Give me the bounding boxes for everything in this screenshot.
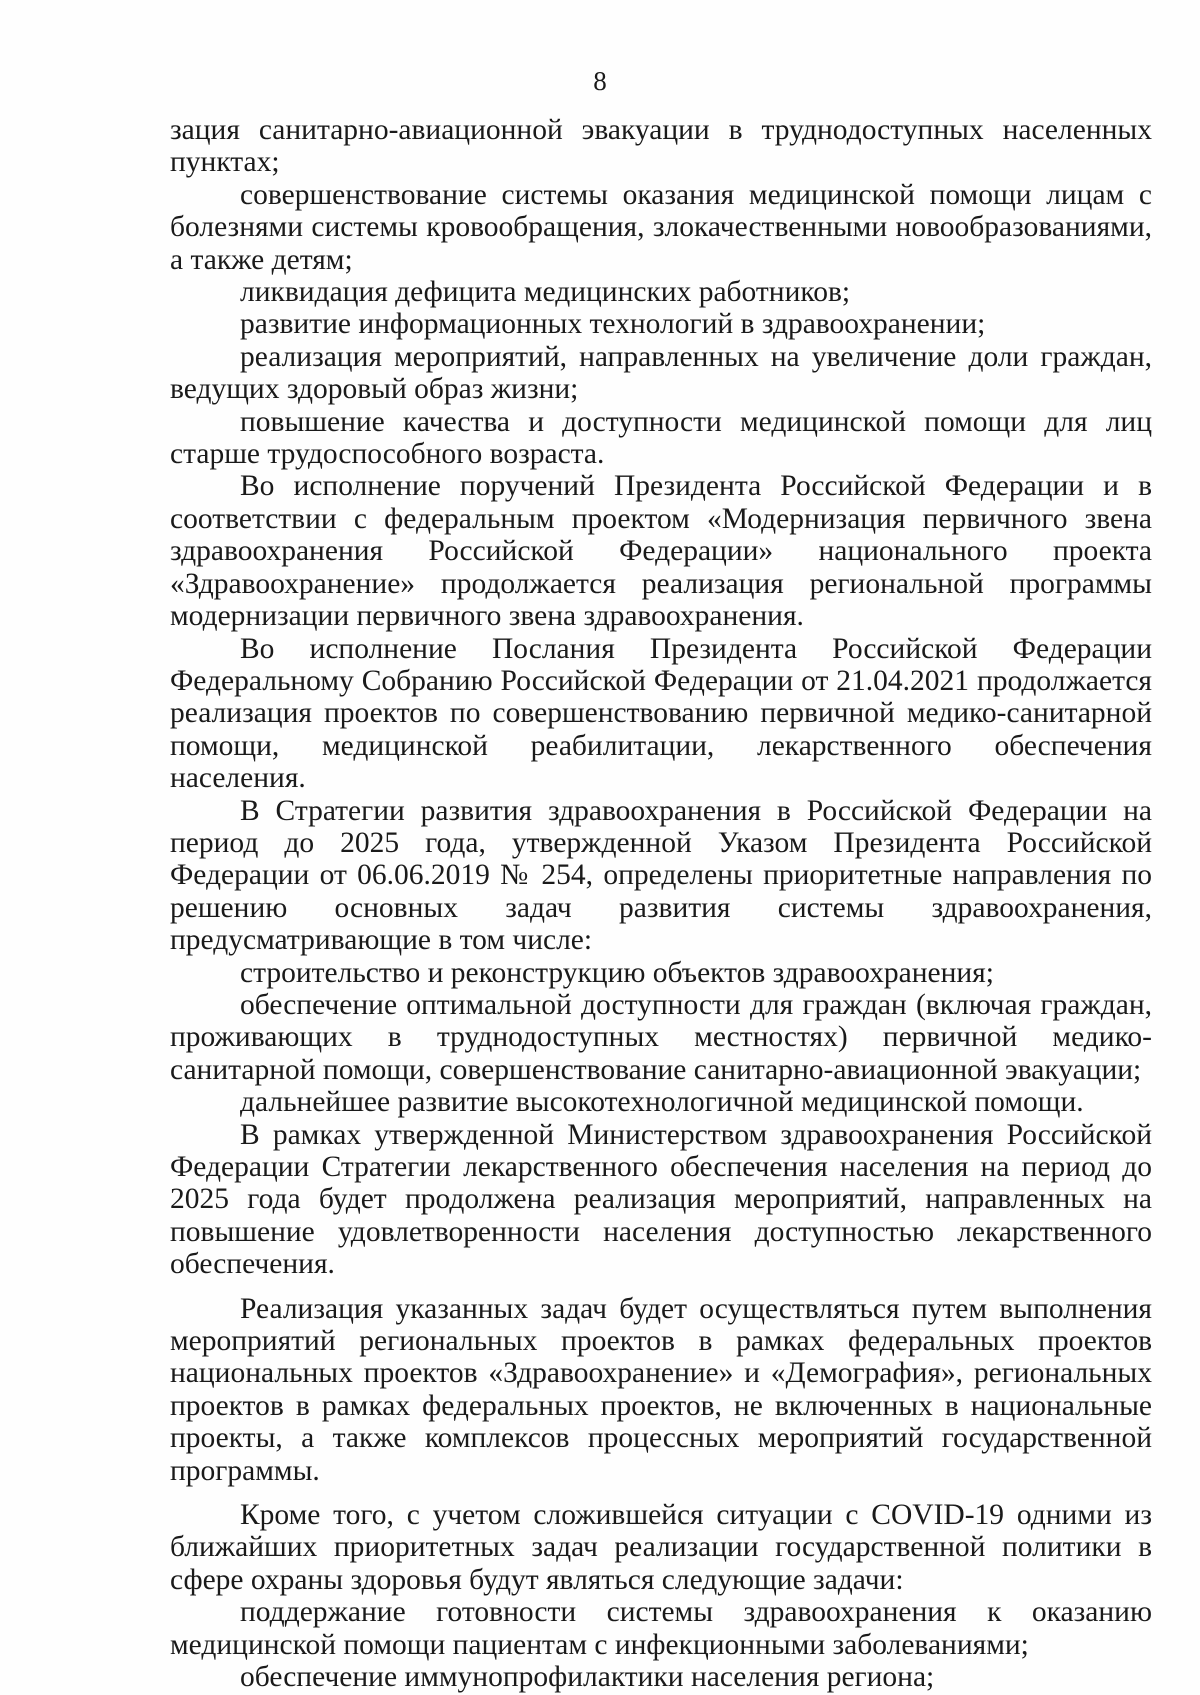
- paragraph-strategy-2025: В Стратегии развития здравоохранения в Российской Федерации на период до 2025 года, утвержденной Указом Президента Российской Федерации от 06.06.2019 № 254, определены приоритетные направления по решению основных задач развития системы здравоохранения, предусматривающие в том числе:: [170, 794, 1152, 957]
- list-item-cardio-oncology: совершенствование системы оказания медицинской помощи лицам с болезнями системы кровообращения, злокачественными новообразованиями, а также детям;: [170, 178, 1152, 276]
- list-item-immunization: обеспечение иммунопрофилактики населения региона;: [240, 1661, 935, 1694]
- list-item-accessibility: обеспечение оптимальной доступности для граждан (включая граждан, проживающих в труднодоступных местностях) первичной медико-санитарной помощи, совершенствование санитарно-авиационной эвакуации;: [170, 988, 1152, 1086]
- document-body: [170, 114, 1152, 1694]
- page-number: 8: [593, 66, 607, 96]
- list-item-construction: строительство и реконструкцию объектов здравоохранения;: [240, 956, 994, 989]
- paragraph-continuation: зация санитарно-авиационной эвакуации в труднодоступных населенных пунктах;: [170, 114, 1152, 179]
- list-item-it: развитие информационных технологий в здравоохранении;: [240, 308, 986, 341]
- list-item-elderly-care: повышение качества и доступности медицинской помощи для лиц старше трудоспособного возраста.: [170, 405, 1152, 471]
- paragraph-primary-care-modernization: Во исполнение поручений Президента Российской Федерации и в соответствии с федеральным проектом «Модернизация первичного звена здравоохранения Российской Федерации» национального проекта «Здравоохранение» продолжается реализация региональной программы модернизации первичного звена здравоохранения.: [170, 470, 1152, 633]
- paragraph-drug-strategy: В рамках утвержденной Министерством здравоохранения Российской Федерации Стратегии лекарственного обеспечения населения на период до 2025 года будет продолжена реализация мероприятий, направленных на повышение удовлетворенности населения доступностью лекарственного обеспечения.: [170, 1118, 1152, 1281]
- list-item-high-tech-care: дальнейшее развитие высокотехнологичной медицинской помощи.: [240, 1086, 1084, 1119]
- list-item-healthy-lifestyle: реализация мероприятий, направленных на увеличение доли граждан, ведущих здоровый образ жизни;: [170, 340, 1152, 406]
- list-item-staff-shortage: ликвидация дефицита медицинских работников;: [240, 276, 851, 309]
- paragraph-covid: Кроме того, с учетом сложившейся ситуации с COVID-19 одними из ближайших приоритетных задач реализации государственной политики в сфере охраны здоровья будут являться следующие задачи:: [170, 1499, 1152, 1596]
- paragraph-presidential-address: Во исполнение Послания Президента Российской Федерации Федеральному Собранию Российской Федерации от 21.04.2021 продолжается реализация проектов по совершенствованию первичной медико-санитарной помощи, медицинской реабилитации, лекарственного обеспечения населения.: [170, 632, 1152, 795]
- list-item-infection-readiness: поддержание готовности системы здравоохранения к оказанию медицинской помощи пациентам с инфекционными заболеваниями;: [170, 1596, 1152, 1661]
- paragraph-implementation: Реализация указанных задач будет осуществляться путем выполнения мероприятий региональных проектов в рамках федеральных проектов национальных проектов «Здравоохранение» и «Демография», региональных проектов в рамках федеральных проектов, не включенных в национальные проекты, а также комплексов процессных мероприятий государственной программы.: [170, 1292, 1152, 1487]
